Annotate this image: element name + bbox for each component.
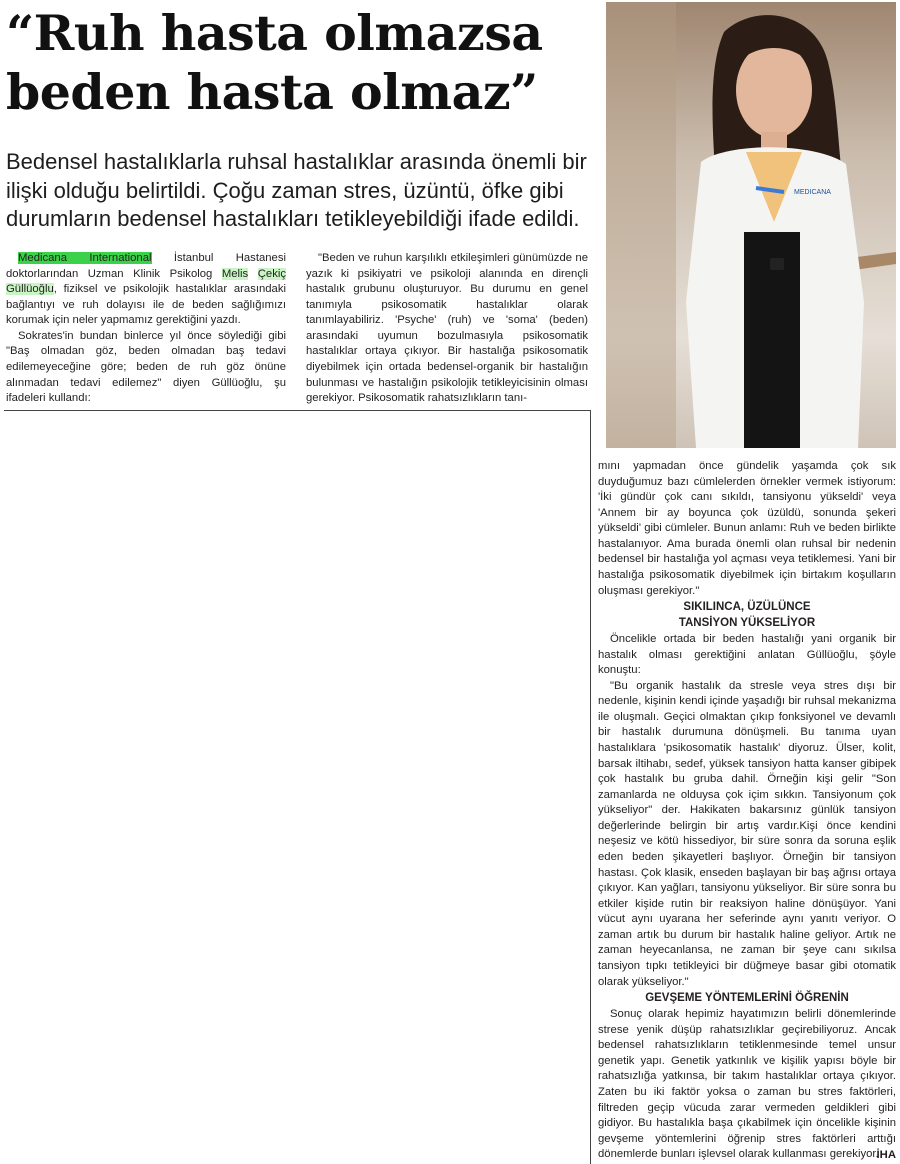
name-highlight-last: Güllüoğlu [6,283,54,296]
org-highlight: Medicana International [18,252,152,264]
headline [6,4,596,122]
wall-shade [606,2,676,448]
col1-paragraph-2: Sokrates'in bundan binlerce yıl önce söylediği gibi "Baş olmadan göz, beden olmadan baş tedavi edilemeyeceğine göre; beden de ruh göz önüne alınmadan tedavi edilemez" diyen Güllüoğlu, şu ifadeleri kullandı: [6,329,286,405]
col3-paragraph-3: "Bu organik hastalık da stresle veya stres dışı bir nedenle, kişinin kendi içinde yaşadığı bir ruhsal mekanizma ile oluşmalı. Geçici olmaktan çıkıp fonksiyonel ve devamlı bir hastalık durumuna dönüşmeli. Bu tanıma uyan hastalıklara 'psikosomatik hastalık' diyoruz. Ülser, kolit, barsak iltihabı, sedef, yüksek tansiyon hatta kanser gibipek çok hastalık bu gruba dahil. Örneğin kişi gelir "Son zamanlarda ne olduysa çok içim sıkkın. Tansiyonum çok yükseliyor" der. Hakikaten bakarsınız günlük tansiyon değerlerinde belirgin bir artış vardır.Kişi önce kendini neşesiz ve kötü hissediyor, bir süre sonra da soruna eşlik eden beden şikayetleri başlıyor. Örneğin bir tansiyon hastası. Çok klasik, enseden başlayan bir baş ağrısı ortaya çıkıyor. Kan yağları, tansiyonu yükseliyor. Bir süre sonra bu etkiler kişide rutin bir reaksiyon haline dönüşüyor. Yani vücut aynı uyarana her seferinde aynı yanıtı veriyor. O zaman artık bu durum bir hastalık haline geliyor. Artık ne zaman heyecanlansa, ne zaman bir şeye canı sıkılsa tansiyon tıpkı tetikleyici bir düğmeye basar gibi otomatik olarak yükseliyor." [598,679,896,988]
wristwatch [770,258,784,270]
portrait-photo [606,2,896,448]
subheading-1-line-1: SIKILINCA, ÜZÜLÜNCE [683,601,811,614]
headline-line-2: beden hasta olmaz” [6,62,538,121]
lede-line-2: ilişki olduğu belirtildi. Çoğu zaman stres, üzüntü, öfke gibi [6,177,564,203]
coat-logo-text: MEDICANA [794,189,831,196]
subheading-2: GEVŞEME YÖNTEMLERİNİ ÖĞRENİN [645,992,849,1005]
article-column-2 [306,251,588,407]
subheading-1 [598,600,896,632]
col3-paragraph-2: Öncelikle ortada bir beden hastalığı yani organik bir hastalık olması gerektiğini anlatan Güllüoğlu, şöyle konuştu: [598,632,896,677]
col1-p1-b: , fiziksel ve psikolojik hastalıklar arasındaki bağlantıyı ve ruh dolayısı ile de beden sağlığımızı korumak için neler yapmamız gerektiğini yazdı. [6,283,286,327]
col3-paragraph-1: mını yapmadan önce gündelik yaşamda çok sık duyduğumuz bazı cümlelerden örnekler vermek istiyorum: 'İki gündür çok canı sıkıldı, tansiyonu yükseldi' veya 'Annem bir ay boyunca çok üzüldü, sonunda şekeri yükseldi' gibi cümleler. Bunun anlamı: Ruh ve beden birlikte hastalanıyor. Ama burada önemli olan ruhsal bir nedenin bedensel bir hastalığa yol açması veya tetiklemesi. Yani bir hastalığa psikosomatik diyebilmek için birtakım koşulların oluşması gerekiyor." [598,460,896,597]
article-column-3 [598,459,896,1163]
col2-paragraph-1: "Beden ve ruhun karşılıklı etkileşimleri günümüzde ne yazık ki psikiyatri ve psikoloji alanında en dirençli hastalık grubunu oluşturuyor. Bu durumu en genel tanımıyla psikosomatik hastalıklar olarak tanımlayabiliriz. 'Psyche' (ruh) ve 'soma' (beden) arasındaki uyumun bozulmasıyla psikosomatik hastalıklar ortaya çıkıyor. Bir hastalığa psikosomatik diyebilmek için ortada bedensel-organik bir hastalığın bulunması ve hastalığın psikolojik tetikleyicisinin olması gerekiyor. Psikosomatik rahatsızlıkların tanı- [306,252,588,405]
agency-signature: İHA [876,1148,896,1161]
lede-line-3: durumların bedensel hastalıkları tetikleyebildiği ifade edildi. [6,206,580,232]
layout-frame [4,410,591,1164]
headline-line-1: “Ruh hasta olmazsa [6,4,543,62]
lede-line-1: Bedensel hastalıklarla ruhsal hastalıklar arasında önemli bir [6,149,587,174]
lede [6,148,602,234]
col1-p1-a: İstanbul Hastanesi doktorlarından Uzman Klinik Psikolog [6,252,286,280]
name-highlight-first: Melis [221,267,249,280]
col1-paragraph-1 [6,251,286,329]
name-highlight-middle: Çekiç [257,267,287,280]
article-column-1 [6,251,286,407]
face [736,42,812,138]
portrait-illustration [606,2,896,448]
subheading-1-line-2: TANSİYON YÜKSELİYOR [678,617,816,630]
col3-paragraph-4: Sonuç olarak hepimiz hayatımızın belirli dönemlerinde strese yenik düşüp rahatsızlıklar geçirebiliyoruz. Ancak bedensel rahatsızlıkların tetiklenmesinde temel unsur genetik yapı. Genetik yatkınlık ve kişilik yapısı böyle bir rahatsızlığa yatkınsa, bir takım hastalıklar ortaya çıkıyor. Zaten bu iki faktör yoksa o zaman bu stres faktörleri, filtreden geçip vücuda zarar vermeden geldikleri gibi gidiyor. Bu hastalıkla başa çıkabilmek için öncelikle kişinin gevşeme yöntemlerini öğrenip stres faktörleri arttığı dönemlerde bunları işlevsel olarak kullanması gerekiyor. [598,1008,896,1161]
